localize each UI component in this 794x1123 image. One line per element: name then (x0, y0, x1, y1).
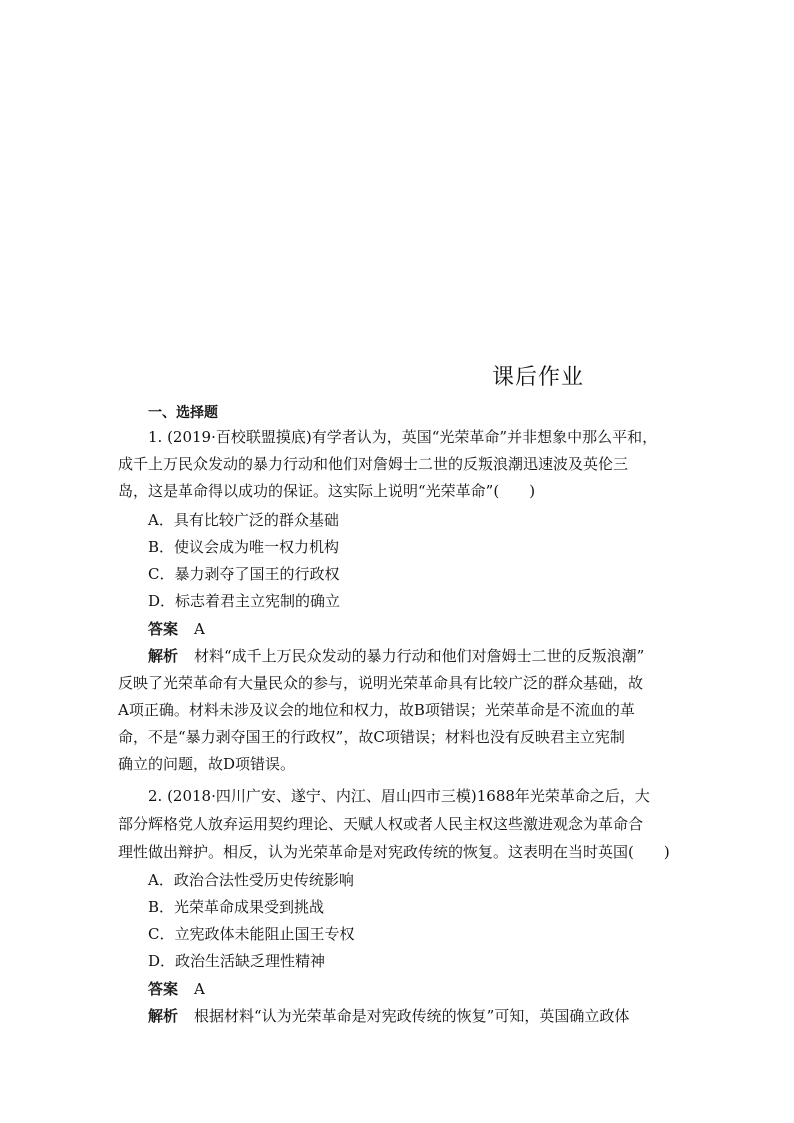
q2-option-b: B．光荣革命成果受到挑战 (148, 898, 325, 916)
q1-analysis-line-2: 反映了光荣革命有大量民众的参与，说明光荣革命具有比较广泛的群众基础，故 (118, 674, 644, 692)
q1-stem-line-2: 成千上万民众发动的暴力行动和他们对詹姆士二世的反叛浪潮迅速波及英伦三 (118, 455, 629, 473)
q2-answer-value: A (194, 980, 205, 998)
q1-option-b: B．使议会成为唯一权力机构 (148, 538, 340, 556)
q1-analysis-text-1: 材料“成千上万民众发动的暴力行动和他们对詹姆士二世的反叛浪潮” (194, 647, 645, 665)
q1-analysis-line-3: A项正确。材料未涉及议会的地位和权力，故B项错误；光荣革命是不流血的革 (118, 701, 635, 719)
q1-analysis-line-1 (148, 647, 644, 665)
q2-analysis-text-1: 根据材料“认为光荣革命是对宪政传统的恢复”可知，英国确立政体 (194, 1007, 630, 1025)
q1-answer-label: 答案 (148, 620, 179, 638)
q2-analysis-label: 解析 (148, 1007, 179, 1025)
q1-option-c: C．暴力剥夺了国王的行政权 (148, 565, 340, 583)
q2-answer-label: 答案 (148, 980, 179, 998)
q2-answer (148, 980, 205, 998)
q2-option-c: C．立宪政体未能阻止国王专权 (148, 925, 355, 943)
q1-analysis-label: 解析 (148, 647, 179, 665)
q1-stem-line-1: 1. (2019·百校联盟摸底)有学者认为，英国“光荣革命”并非想象中那么平和， (148, 428, 658, 446)
q2-option-d: D．政治生活缺乏理性精神 (148, 952, 326, 970)
q1-analysis-line-4: 命，不是“暴力剥夺国王的行政权”，故C项错误；材料也没有反映君主立宪制 (118, 728, 625, 746)
q1-option-a: A．具有比较广泛的群众基础 (148, 511, 339, 529)
page-title: 课后作业 (492, 365, 585, 390)
q1-analysis-line-5: 确立的问题，故D项错误。 (118, 755, 296, 773)
section-heading: 一、选择题 (148, 405, 218, 421)
q2-stem-line-2: 部分辉格党人放弃运用契约理论、天赋人权或者人民主权这些激进观念为革命合 (118, 815, 644, 833)
q2-stem-line-3: 理性做出辩护。相反，认为光荣革命是对宪政传统的恢复。这表明在当时英国( ) (118, 843, 670, 861)
q2-stem-line-1: 2. (2018·四川广安、遂宁、内江、眉山四市三模)1688年光荣革命之后，大 (148, 787, 650, 805)
q1-stem-line-3: 岛，这是革命得以成功的保证。这实际上说明“光荣革命”( ) (118, 482, 536, 500)
q1-answer (148, 620, 205, 638)
q2-option-a: A．政治合法性受历史传统影响 (148, 871, 354, 889)
q1-answer-value: A (194, 620, 205, 638)
q2-analysis-line-1 (148, 1007, 629, 1025)
q1-option-d: D．标志着君主立宪制的确立 (148, 592, 341, 610)
